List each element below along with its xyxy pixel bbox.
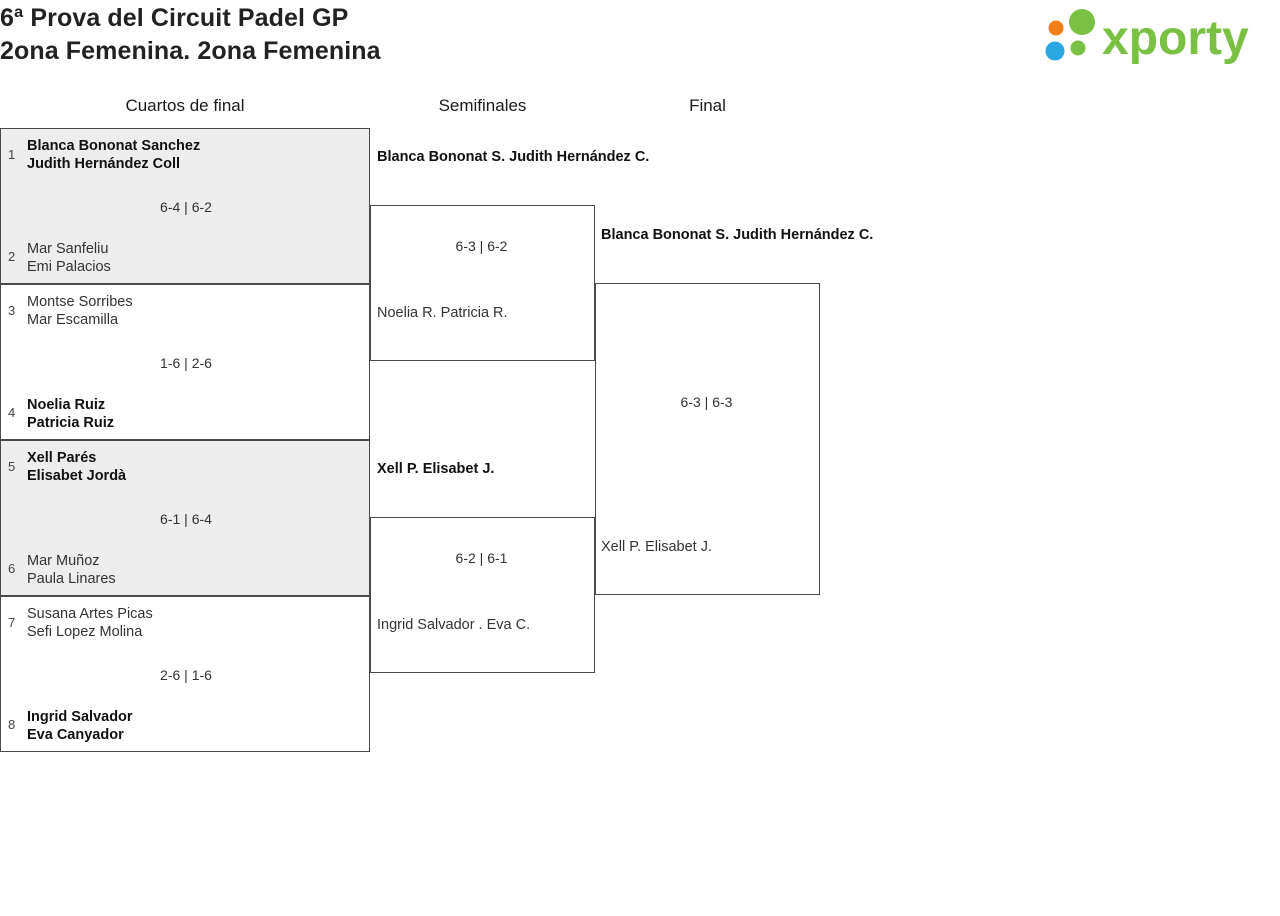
- player-name: Elisabet J.: [422, 461, 495, 477]
- round-header-semifinals: Semifinales: [438, 96, 527, 115]
- team-top: [27, 449, 126, 485]
- seed-number: 3: [8, 303, 16, 318]
- svg-text:xporty: xporty: [1102, 12, 1249, 65]
- player-name: Judith Hernández Coll: [27, 156, 181, 172]
- player-name: Xell P.: [377, 461, 419, 477]
- player-name: Emi Palacios: [27, 259, 111, 275]
- player-name: Mar Escamilla: [27, 312, 119, 328]
- player-name: Xell P.: [601, 539, 642, 555]
- team-bottom: [27, 552, 116, 588]
- player-name: Blanca Bononat S.: [377, 149, 506, 165]
- player-name: Judith Hernández C.: [509, 149, 650, 165]
- tournament-title-line-2: 2ona Femenina. 2ona Femenina: [0, 37, 381, 65]
- semifinal-1-team-bottom: [377, 304, 508, 322]
- player-name: Blanca Bononat S.: [601, 227, 730, 243]
- player-name: Patricia R.: [440, 305, 508, 321]
- semifinal-2-team-top: [377, 460, 494, 478]
- player-name: Paula Linares: [27, 571, 116, 587]
- match-score: 6-4 | 6-2: [160, 199, 212, 215]
- player-name: Judith Hernández C.: [733, 227, 874, 243]
- match-quarterfinal-3[interactable]: [0, 440, 370, 596]
- semifinal-2-team-bottom: [377, 616, 530, 634]
- player-name: Blanca Bononat Sanchez: [27, 138, 201, 154]
- team-bottom: [27, 396, 114, 432]
- player-name: Elisabet J.: [645, 539, 712, 555]
- match-semifinal-1[interactable]: [370, 205, 595, 361]
- team-top: [27, 605, 153, 641]
- team-top: [27, 293, 133, 329]
- seed-number: 5: [8, 459, 16, 474]
- player-name: Xell Parés: [27, 450, 97, 466]
- player-name: Sefi Lopez Molina: [27, 624, 143, 640]
- final-team-top: [601, 226, 873, 244]
- player-name: Eva C.: [486, 617, 531, 633]
- player-name: Ingrid Salvador: [27, 709, 133, 725]
- final-score: 6-3 | 6-3: [680, 394, 733, 410]
- semifinal-1-score: 6-3 | 6-2: [455, 238, 508, 254]
- match-semifinal-2[interactable]: [370, 517, 595, 673]
- player-name: Noelia R.: [377, 305, 437, 321]
- player-name: Patricia Ruiz: [27, 415, 115, 431]
- seed-number: 1: [8, 147, 16, 162]
- match-score: 1-6 | 2-6: [160, 355, 212, 371]
- seed-number: 8: [8, 717, 16, 732]
- player-name: Ingrid Salvador .: [377, 617, 483, 633]
- seed-number: 6: [8, 561, 16, 576]
- seed-number: 2: [8, 249, 16, 264]
- team-bottom: [27, 708, 133, 744]
- match-quarterfinal-2[interactable]: [0, 284, 370, 440]
- match-score: 6-1 | 6-4: [160, 511, 212, 527]
- round-header-quarterfinals: Cuartos de final: [125, 96, 245, 115]
- match-score: 2-6 | 1-6: [160, 667, 212, 683]
- player-name: Mar Sanfeliu: [27, 241, 109, 257]
- match-quarterfinal-4[interactable]: [0, 596, 370, 752]
- player-name: Elisabet Jordà: [27, 468, 127, 484]
- player-name: Susana Artes Picas: [27, 606, 153, 622]
- team-top: [27, 137, 200, 173]
- seed-number: 4: [8, 405, 16, 420]
- player-name: Eva Canyador: [27, 727, 124, 743]
- tournament-title-line-1: 6ª Prova del Circuit Padel GP: [0, 4, 349, 32]
- round-header-final: Final: [689, 96, 726, 115]
- player-name: Montse Sorribes: [27, 294, 133, 310]
- seed-number: 7: [8, 615, 16, 630]
- player-name: Mar Muñoz: [27, 553, 100, 569]
- match-quarterfinal-1[interactable]: [0, 128, 370, 284]
- team-bottom: [27, 240, 111, 276]
- player-name: Noelia Ruiz: [27, 397, 106, 413]
- final-team-bottom: [601, 538, 712, 556]
- semifinal-2-score: 6-2 | 6-1: [455, 550, 508, 566]
- semifinal-1-team-top: [377, 148, 649, 166]
